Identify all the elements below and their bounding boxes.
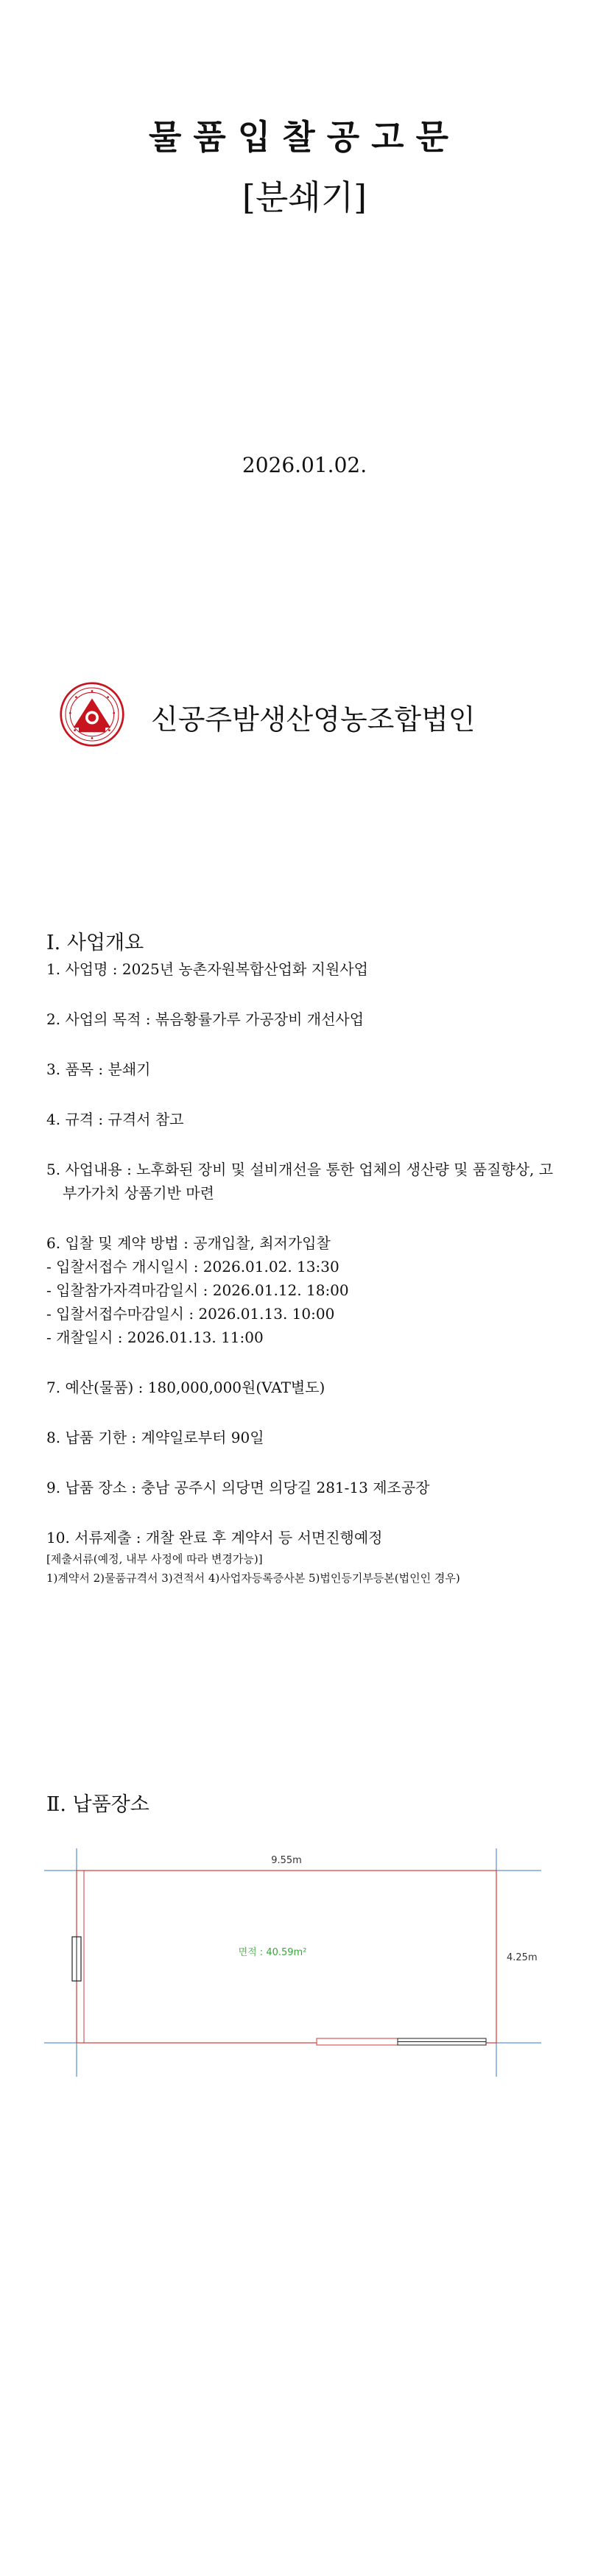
door-panel-1 [317, 2038, 405, 2045]
item-bid-method: 6. 입찰 및 계약 방법 : 공개입찰, 최저가입찰 [46, 1234, 331, 1252]
organization-name: 신공주밤생산영농조합법인 [151, 703, 476, 736]
width-dimension-label: 9.55m [271, 1855, 302, 1866]
item-project-name: 1. 사업명 : 2025년 농촌자원복합산업화 지원사업 [46, 960, 368, 978]
section-2-heading: Ⅱ. 납품장소 [46, 1793, 149, 1816]
business-overview-list [46, 957, 562, 1588]
item-specification: 4. 규격 : 규격서 참고 [46, 1111, 184, 1128]
item-delivery-location: 9. 납품 장소 : 충남 공주시 의당면 의당길 281-13 제조공장 [46, 1479, 430, 1496]
item-opening-date: - 개찰일시 : 2026.01.13. 11:00 [46, 1329, 264, 1346]
item-bid-start: - 입찰서접수 개시일시 : 2026.01.02. 13:30 [46, 1258, 339, 1275]
item-product: 3. 품목 : 분쇄기 [46, 1060, 151, 1078]
announcement-date: 2026.01.02. [242, 453, 367, 477]
delivery-site-floor-plan [44, 1848, 545, 2091]
document-title: 물품입찰공고문 [148, 117, 461, 157]
item-bid-deadline: - 입찰서접수마감일시 : 2026.01.13. 10:00 [46, 1305, 335, 1323]
item-project-purpose: 2. 사업의 목적 : 볶음황률가루 가공장비 개선사업 [46, 1010, 365, 1028]
area-label: 면적 : 40.59m² [238, 1947, 307, 1958]
item-delivery-deadline: 8. 납품 기한 : 계약일로부터 90일 [46, 1429, 264, 1446]
section-1-heading: Ⅰ. 사업개요 [46, 932, 144, 954]
required-documents-list: 1)계약서 2)물품규격서 3)견적서 4)사업자등록증사본 5)법인등기부등본(법인인 경우) [46, 1572, 460, 1585]
item-qualification-deadline: - 입찰참가자격마감일시 : 2026.01.12. 18:00 [46, 1281, 349, 1299]
item-budget: 7. 예산(물품) : 180,000,000원(VAT별도) [46, 1379, 325, 1396]
item-project-content: 5. 사업내용 : 노후화된 장비 및 설비개선을 통한 업체의 생산량 및 품질향상, 고부가가치 상품기반 마련 [46, 1161, 554, 1202]
required-documents-note: [제출서류(예정, 내부 사정에 따라 변경가능)] [46, 1552, 263, 1566]
organization-seal-icon [59, 681, 125, 747]
item-document-submission: 10. 서류제출 : 개찰 완료 후 계약서 등 서면진행예정 [46, 1529, 383, 1546]
document-subtitle: [분쇄기] [242, 177, 367, 217]
height-dimension-label: 4.25m [507, 1952, 538, 1963]
